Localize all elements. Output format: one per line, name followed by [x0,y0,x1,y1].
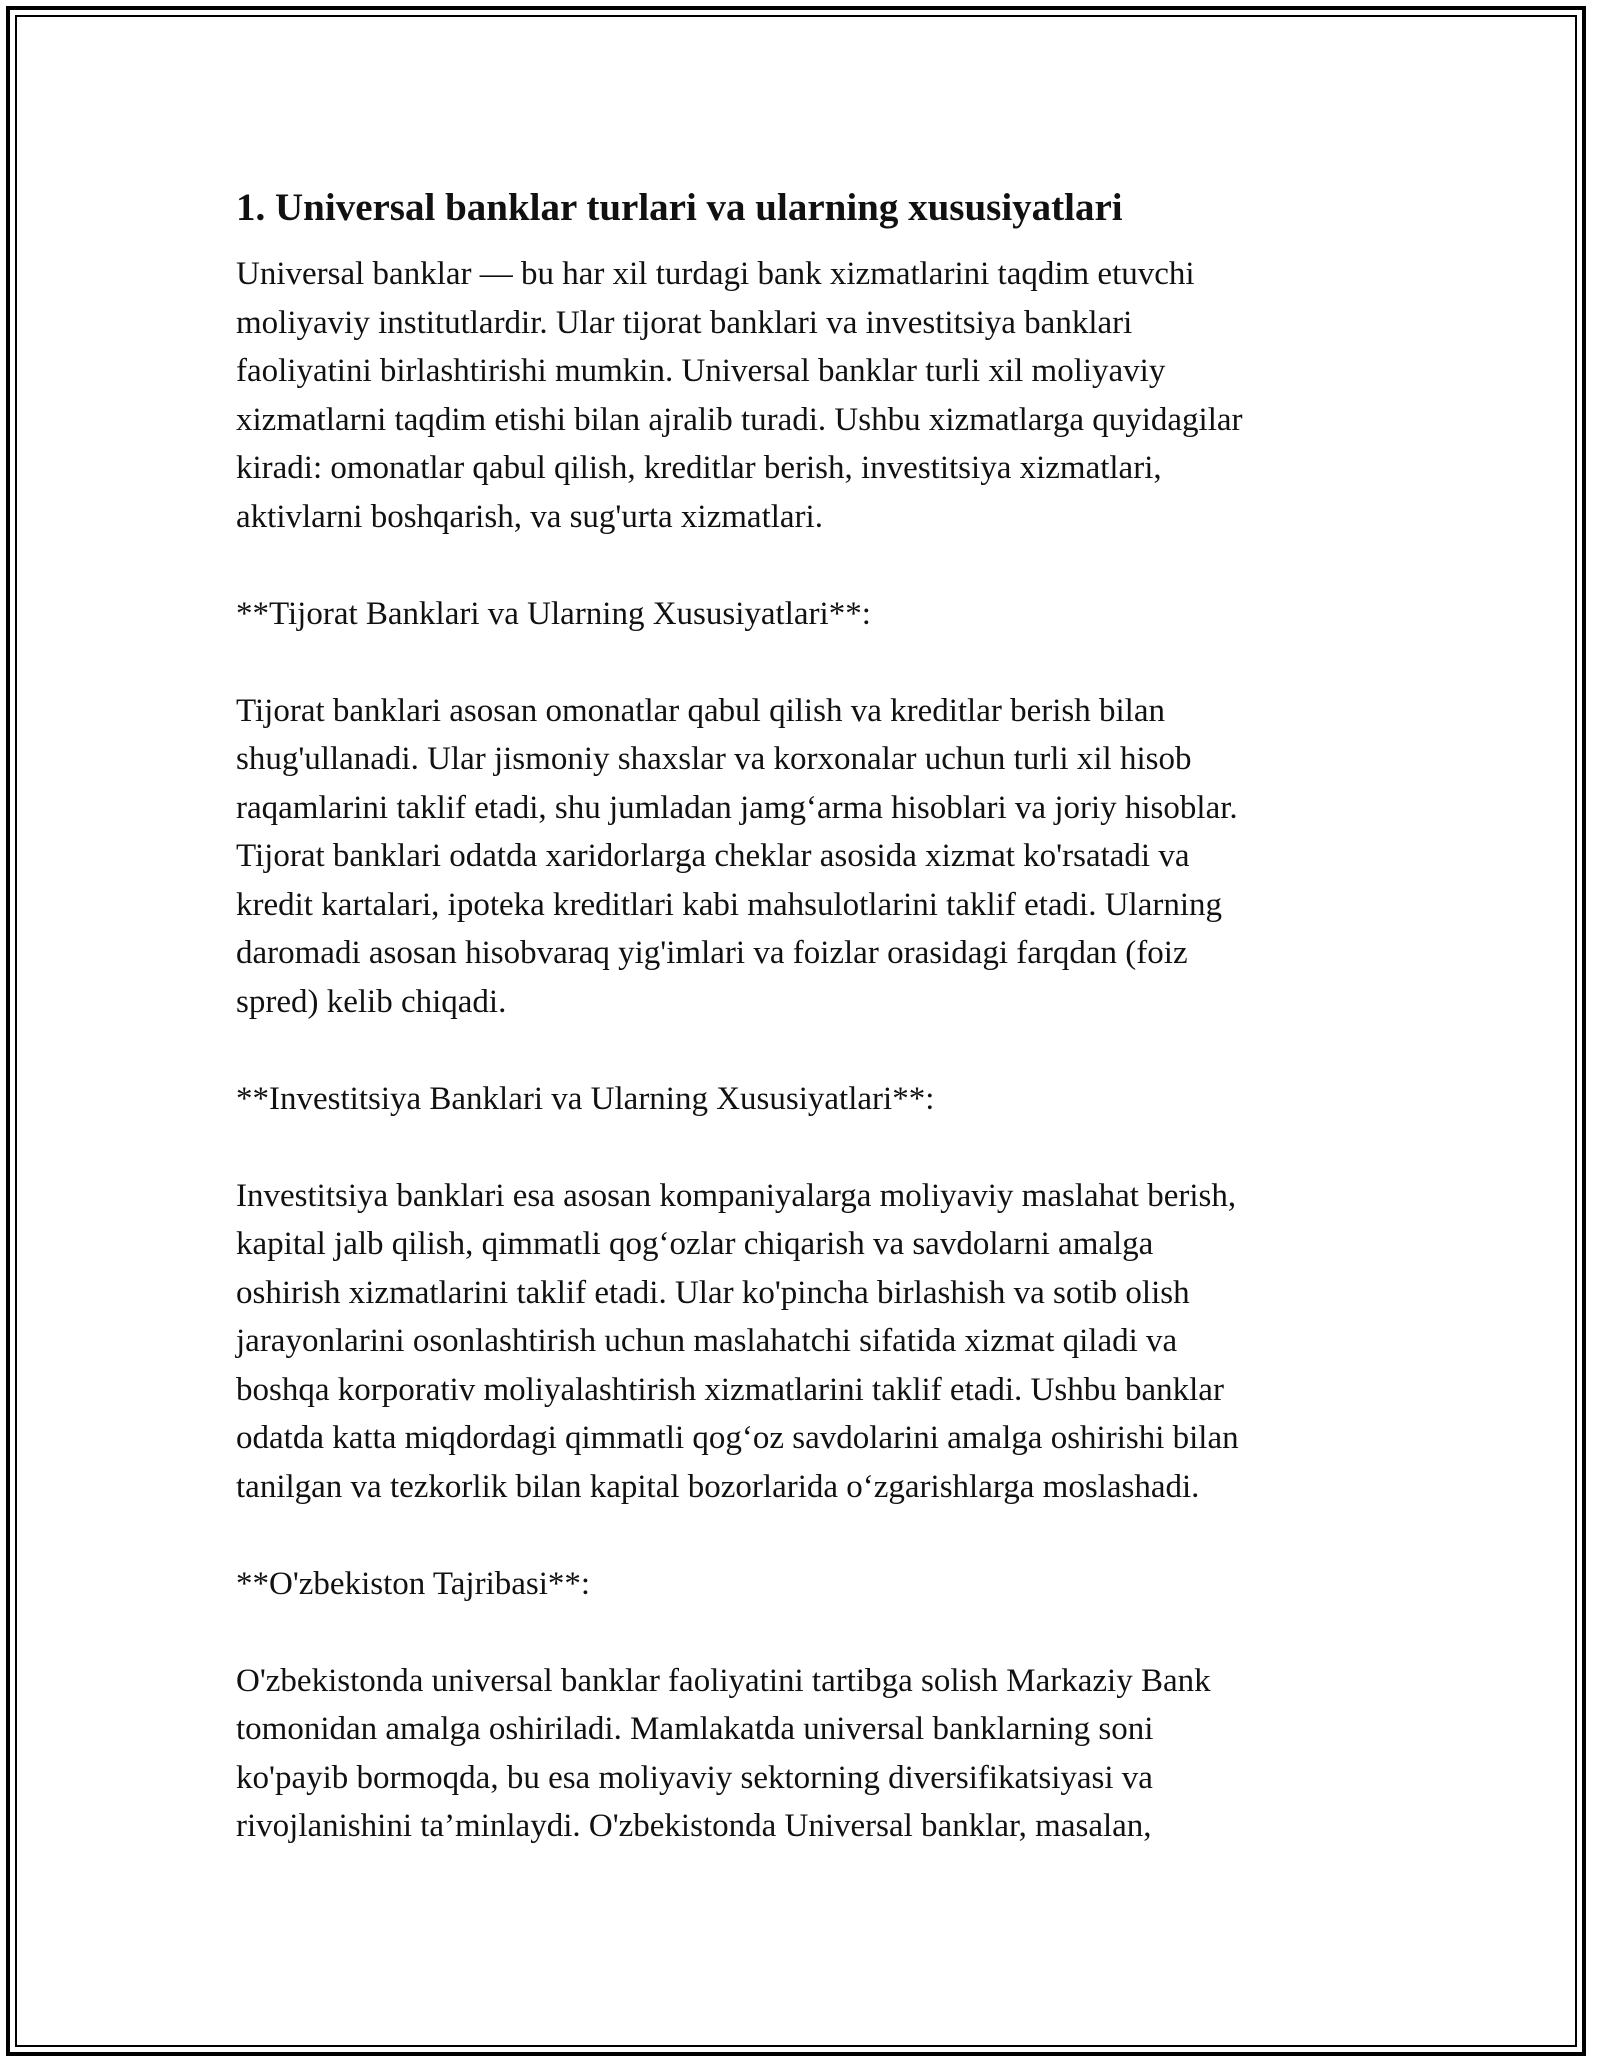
subheading-uzbekistan-experience: **O'zbekiston Tajribasi**: [236,1565,591,1602]
paragraph-commercial-banks: Tijorat banklari asosan omonatlar qabul qilish va kreditlar berish bilan shug'ullanadi. Ular jismoniy shaxslar va korxonalar uchun turli xil hisob raqamlarini taklif etadi, shu jumladan jamg‘arma hisoblari va joriy hisoblar. Tijorat banklari odatda xaridorlarga cheklar asosida xizmat ko'rsatadi va kredit kartalari, ipoteka kreditlari kabi mahsulotlarini taklif etadi. Ularning daromadi asosan hisobvaraq yig'imlari va foizlar orasidagi farqdan (foiz spred) kelib chiqadi. [236,692,1238,1020]
paragraph-intro: Universal banklar — bu har xil turdagi bank xizmatlarini taqdim etuvchi moliyaviy institutlardir. Ular tijorat banklari va investitsiya banklari faoliyatini birlashtirishi mumkin. Universal banklar turli xil moliyaviy xizmatlarni taqdim etishi bilan ajralib turadi. Ushbu xizmatlarga quyidagilar kiradi: omonatlar qabul qilish, kreditlar berish, investitsiya xizmatlari, aktivlarni boshqarish, va sug'urta xizmatlari. [236,256,1243,535]
subheading-commercial-banks: **Tijorat Banklari va Ularning Xususiyatlari**: [236,595,871,632]
subheading-investment-banks: **Investitsiya Banklari va Ularning Xususiyatlari**: [236,1080,935,1117]
section-heading: 1. Universal banklar turlari va ularning xususiyatlari [236,186,1123,229]
paragraph-uzbekistan-experience: O'zbekistonda universal banklar faoliyatini tartibga solish Markaziy Bank tomonidan amalga oshiriladi. Mamlakatda universal banklarning soni ko'payib bormoqda, bu esa moliyaviy sektorning diversifikatsiyasi va rivojlanishini ta’minlaydi. O'zbekistonda Universal banklar, masalan, [236,1662,1211,1844]
paragraph-investment-banks: Investitsiya banklari esa asosan kompaniyalarga moliyaviy maslahat berish, kapital jalb qilish, qimmatli qog‘ozlar chiqarish va savdolarni amalga oshirish xizmatlarini taklif etadi. Ular ko'pincha birlashish va sotib olish jarayonlarini osonlashtirish uchun maslahatchi sifatida xizmat qiladi va boshqa korporativ moliyalashtirish xizmatlarini taklif etadi. Ushbu banklar odatda katta miqdordagi qimmatli qog‘oz savdolarini amalga oshirishi bilan tanilgan va tezkorlik bilan kapital bozorlarida o‘zgarishlarga moslashadi. [236,1177,1239,1505]
document-body [236,184,1376,1899]
